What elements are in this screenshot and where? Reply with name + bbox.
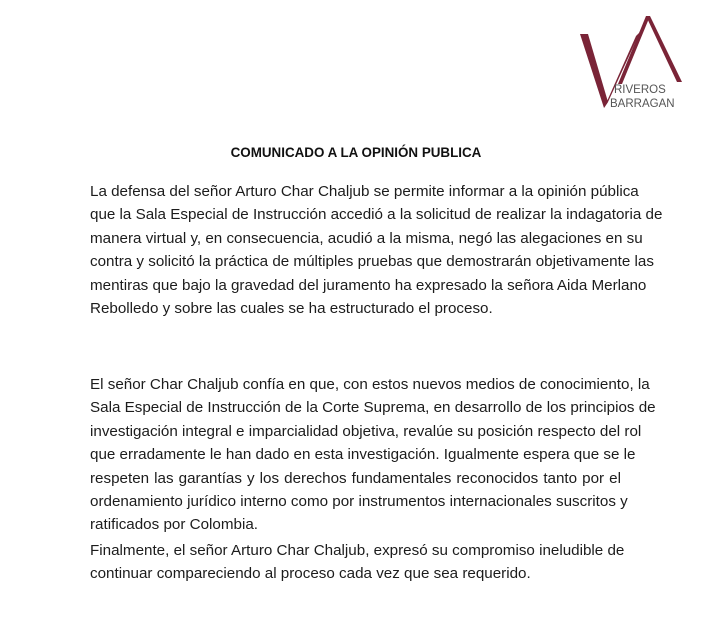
- text-line: La defensa del señor Arturo Char Chaljub se permite informar a la opinión pública: [90, 183, 639, 200]
- text-line: ratificados por Colombia.: [90, 516, 258, 534]
- svg-text:BARRAGAN: BARRAGAN: [610, 98, 675, 110]
- svg-text:RIVEROS: RIVEROS: [614, 84, 666, 96]
- document-title: COMUNICADO A LA OPINIÓN PUBLICA: [230, 145, 482, 160]
- text-line: Rebolledo y sobre las cuales se ha estructurado el proceso.: [90, 299, 493, 317]
- paragraph-1: [90, 180, 663, 320]
- text-line: continuar compareciendo al proceso cada vez que sea requerido.: [90, 565, 531, 583]
- text-line: que la Sala Especial de Instrucción accedió a la solicitud de realizar la indagatoria de: [90, 206, 663, 224]
- paragraph-3: [90, 539, 625, 586]
- text-line: ordenamiento jurídico interno como por instrumentos internacionales suscritos y: [90, 492, 628, 510]
- text-line: que erradamente le han dado en esta investigación. Igualmente espera que se le: [90, 446, 636, 464]
- text-line: El señor Char Chaljub confía en que, con estos nuevos medios de conocimiento, la: [90, 376, 650, 393]
- text-line: Finalmente, el señor Arturo Char Chaljub, expresó su compromiso ineludible de: [90, 542, 625, 559]
- text-line: Sala Especial de Instrucción de la Corte Suprema, en desarrollo de los principios de: [90, 399, 656, 417]
- text-line: respeten las garantías y los derechos fundamentales reconocidos tanto por el: [90, 469, 621, 487]
- text-line: investigación integral e imparcialidad objetiva, revalúe su posición respecto del rol: [90, 422, 642, 440]
- riveros-barragan-logo: [578, 12, 694, 110]
- text-line: contra y solicitó la práctica de múltiples pruebas que demostrarán objetivamente las: [90, 253, 654, 271]
- va-monogram-icon: [578, 12, 694, 110]
- paragraph-2: [90, 373, 656, 537]
- text-line: manera virtual y, en consecuencia, acudió a la misma, negó las alegaciones en su: [90, 229, 643, 247]
- text-line: mentiras que bajo la gravedad del juramento ha expresado la señora Aida Merlano: [90, 276, 647, 294]
